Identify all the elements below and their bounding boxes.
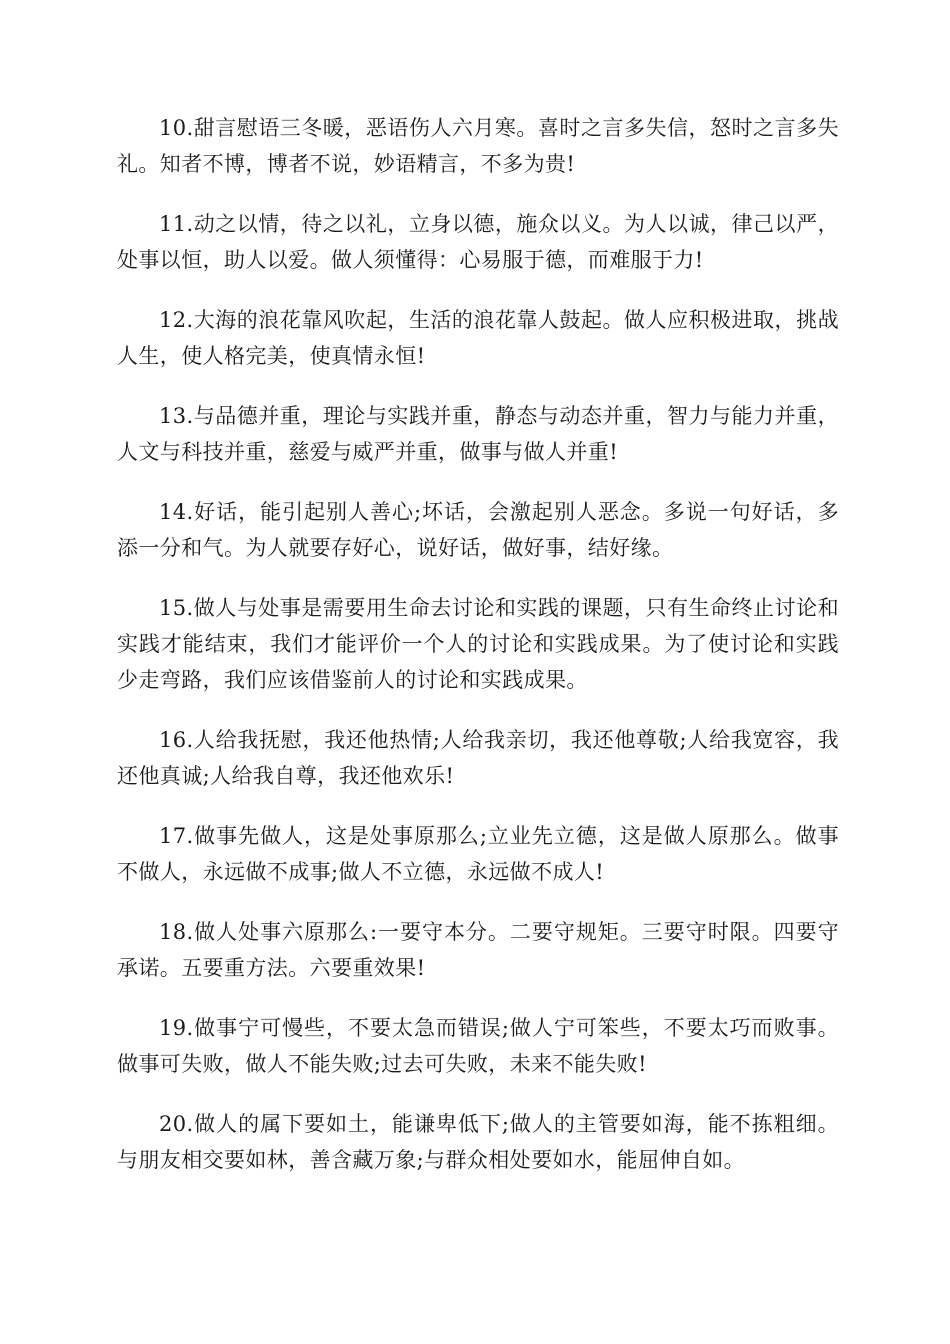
paragraph-13: 13.与品德并重，理论与实践并重，静态与动态并重，智力与能力并重，人文与科技并重，慈爱与威严并重，做事与做人并重! — [117, 404, 839, 464]
paragraph-12: 12.大海的浪花靠风吹起，生活的浪花靠人鼓起。做人应积极进取，挑战人生，使人格完美，使真情永恒! — [117, 308, 839, 368]
paragraph-15: 15.做人与处事是需要用生命去讨论和实践的课题，只有生命终止讨论和实践才能结束，我们才能评价一个人的讨论和实践成果。为了使讨论和实践少走弯路，我们应该借鉴前人的讨论和实践成果。 — [117, 596, 839, 692]
paragraph-16: 16.人给我抚慰，我还他热情;人给我亲切，我还他尊敬;人给我宽容，我还他真诚;人给我自尊，我还他欢乐! — [117, 728, 839, 788]
paragraph-20: 20.做人的属下要如土，能谦卑低下;做人的主管要如海，能不拣粗细。与朋友相交要如林，善含藏万象;与群众相处要如水，能屈伸自如。 — [117, 1112, 839, 1172]
paragraph-11: 11.动之以情，待之以礼，立身以德，施众以义。为人以诚，律己以严，处事以恒，助人以爱。做人须懂得：心易服于德，而难服于力! — [117, 212, 839, 272]
paragraph-18: 18.做人处事六原那么:一要守本分。二要守规矩。三要守时限。四要守承诺。五要重方法。六要重效果! — [117, 920, 839, 980]
paragraph-14: 14.好话，能引起别人善心;坏话，会激起别人恶念。多说一句好话，多添一分和气。为人就要存好心，说好话，做好事，结好缘。 — [117, 500, 839, 560]
paragraph-17: 17.做事先做人，这是处事原那么;立业先立德，这是做人原那么。做事不做人，永远做不成事;做人不立德，永远做不成人! — [117, 824, 839, 884]
paragraph-19: 19.做事宁可慢些，不要太急而错误;做人宁可笨些，不要太巧而败事。做事可失败，做人不能失败;过去可失败，未来不能失败! — [117, 1016, 839, 1076]
paragraph-10: 10.甜言慰语三冬暖，恶语伤人六月寒。喜时之言多失信，怒时之言多失礼。知者不博，博者不说，妙语精言，不多为贵! — [117, 116, 839, 176]
document-body — [117, 110, 839, 1202]
